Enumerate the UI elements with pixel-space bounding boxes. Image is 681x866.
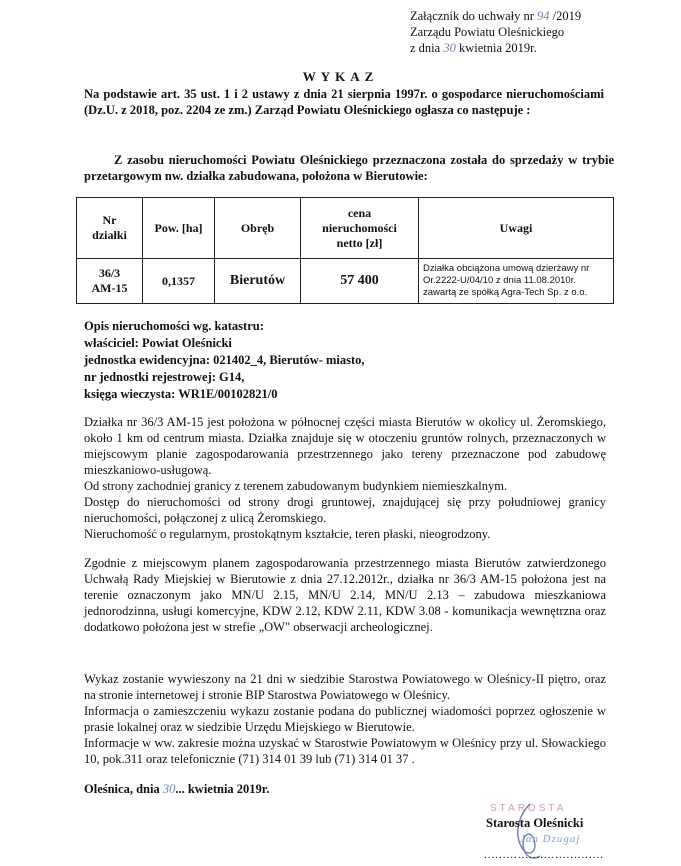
property-table [76,197,614,304]
publication-paragraph [84,671,606,767]
table-header-row [77,198,614,259]
attachment-prefix: Załącznik do uchwały nr [410,9,538,23]
attachment-line-1 [410,8,581,24]
attachment-line-3 [410,40,581,56]
cadastre-description [84,318,365,403]
header-nieruchomosci-text: nieruchomości [322,220,397,235]
handwritten-day: 30 [443,41,456,55]
header-netto-text: netto [zł] [336,235,383,250]
document-title: WYKAZ [302,69,379,84]
header-area: Pow. [ha] [143,198,215,259]
cell-remarks: Działka obciążona umową dzierżawy nr Or.2222-U/04/10 z dnia 11.08.2010r. zawartą ze spółką Agra-Tech Sp. z o.o. [419,259,614,304]
sale-statement: Z zasobu nieruchomości Powiatu Oleśnickiego przeznaczona została do sprzedaży w trybie przetargowym nw. działka zabudowana, położona w Bierutowie: [84,153,614,183]
signature-name: Jan Dzugaj [520,833,581,845]
official-stamp: STAROSTA [490,803,567,814]
zoning-paragraph: Zgodnie z miejscowym planem zagospodarowania przestrzennego miasta Bierutów zatwierdzonego Uchwałą Rady Miejskiej w Bierutowie z dnia 27.12.2012r., działka nr 36/3 AM-15 położona jest na terenie oznaczonym jako MN/U 2.15, MN/U 2.14, MN/U 2.13 – zabudowa mieszkaniowa jednorodzinna, usługi komercyjne, KDW 2.12, KDW 2.11, KDW 3.08 - komunikacja wewnętrzna oraz dodatkowo położona jest w strefie „OW" obserwacji archeologicznej. [84,556,606,634]
cadastre-owner: właściciel: Powiat Oleśnicki [84,336,232,350]
attachment-date-prefix: z dnia [410,41,444,55]
header-precinct: Obręb [215,198,301,259]
cell-price: 57 400 [301,259,419,304]
cell-precinct: Bierutów [215,259,301,304]
cadastre-heading: Opis nieruchomości wg. katastru: [84,319,264,333]
header-remarks: Uwagi [419,198,614,259]
publication-text-2: Informacja o zamieszczeniu wykazu zostanie podana do publicznej wiadomości poprzez ogłoszenie w prasie lokalnej oraz w siedzibie Urzędu Miejskiego w Bierutowie. [84,704,606,734]
intro-paragraph: Na podstawie art. 35 ust. 1 i 2 ustawy z dnia 21 sierpnia 1997r. o gospodarce nieruchomościami (Dz.U. z 2018, poz. 2204 ze zm.) Zarząd Powiatu Oleśnickiego ogłasza co następuje : [84,87,604,117]
date-prefix: Oleśnica, dnia [84,782,163,796]
header-dzialki-text: działki [92,228,127,242]
location-paragraph [84,414,606,542]
header-plot-number [77,198,143,259]
attachment-line-2: Zarządu Powiatu Oleśnickiego [410,25,565,39]
header-nr-text: Nr [102,213,117,227]
publication-text-1: Wykaz zostanie wywieszony na 21 dni w siedzibie Starostwa Powiatowego w Oleśnicy-II piętro, oraz na stronie internetowej i stronie BIP Starostwa Powiatowego w Oleśnicy. [84,672,606,702]
location-text-3: Dostęp do nieruchomości od strony drogi gruntowej, znajdującej się przy południowej granicy nieruchomości, połączonej z ulicą Żeromskiego. [84,495,606,525]
attachment-year: /2019 [549,9,582,23]
cell-plot-number [77,259,143,304]
publication-text-3: Informacje w ww. zakresie można uzyskać w Starostwie Powiatowym w Oleśnicy przy ul. Słowackiego 10, pok.311 oraz telefonicznie (71) 314 01 39 lub (71) 314 01 37 . [84,736,606,766]
handwritten-date-day: 30 [162,782,176,796]
cadastre-land-register: księga wieczysta: WR1E/00102821/0 [84,387,278,401]
signature-line: ................................ [484,849,604,861]
place-and-date [84,782,269,797]
cell-area: 0,1357 [143,259,215,304]
plot-number-text: 36/3 [98,266,121,280]
table-row [77,259,614,304]
header-cena-text: cena [347,205,372,220]
location-text-1: Działka nr 36/3 AM-15 jest położona w północnej części miasta Bierutów w okolicy ul. Żeromskiego, około 1 km od centrum miasta. Działka znajduje się w otoczeniu gruntów rolnych, przeznaczonych w miejscowym planie zagospodarowania przestrzennego jako tereny przeznaczone pod zabudowę mieszkaniowo-usługową. [84,415,606,477]
location-text-2: Od strony zachodniej granicy z terenem zabudowanym budynkiem niemieszkalnym. [84,479,508,493]
attachment-date-suffix: kwietnia 2019r. [455,41,537,55]
header-price [301,198,419,259]
location-text-4: Nieruchomość o regularnym, prostokątnym kształcie, teren płaski, nieogrodzony. [84,527,491,541]
date-suffix: ... kwietnia 2019r. [175,782,270,796]
plot-map-sheet-text: AM-15 [91,281,128,295]
signatory-title: Starosta Oleśnicki [486,816,584,830]
attachment-header [410,8,581,56]
handwritten-resolution-number: 94 [537,9,550,23]
cadastre-unit: jednostka ewidencyjna: 021402_4, Bierutów- miasto, [84,353,365,367]
cadastre-register-number: nr jednostki rejestrowej: G14, [84,370,245,384]
